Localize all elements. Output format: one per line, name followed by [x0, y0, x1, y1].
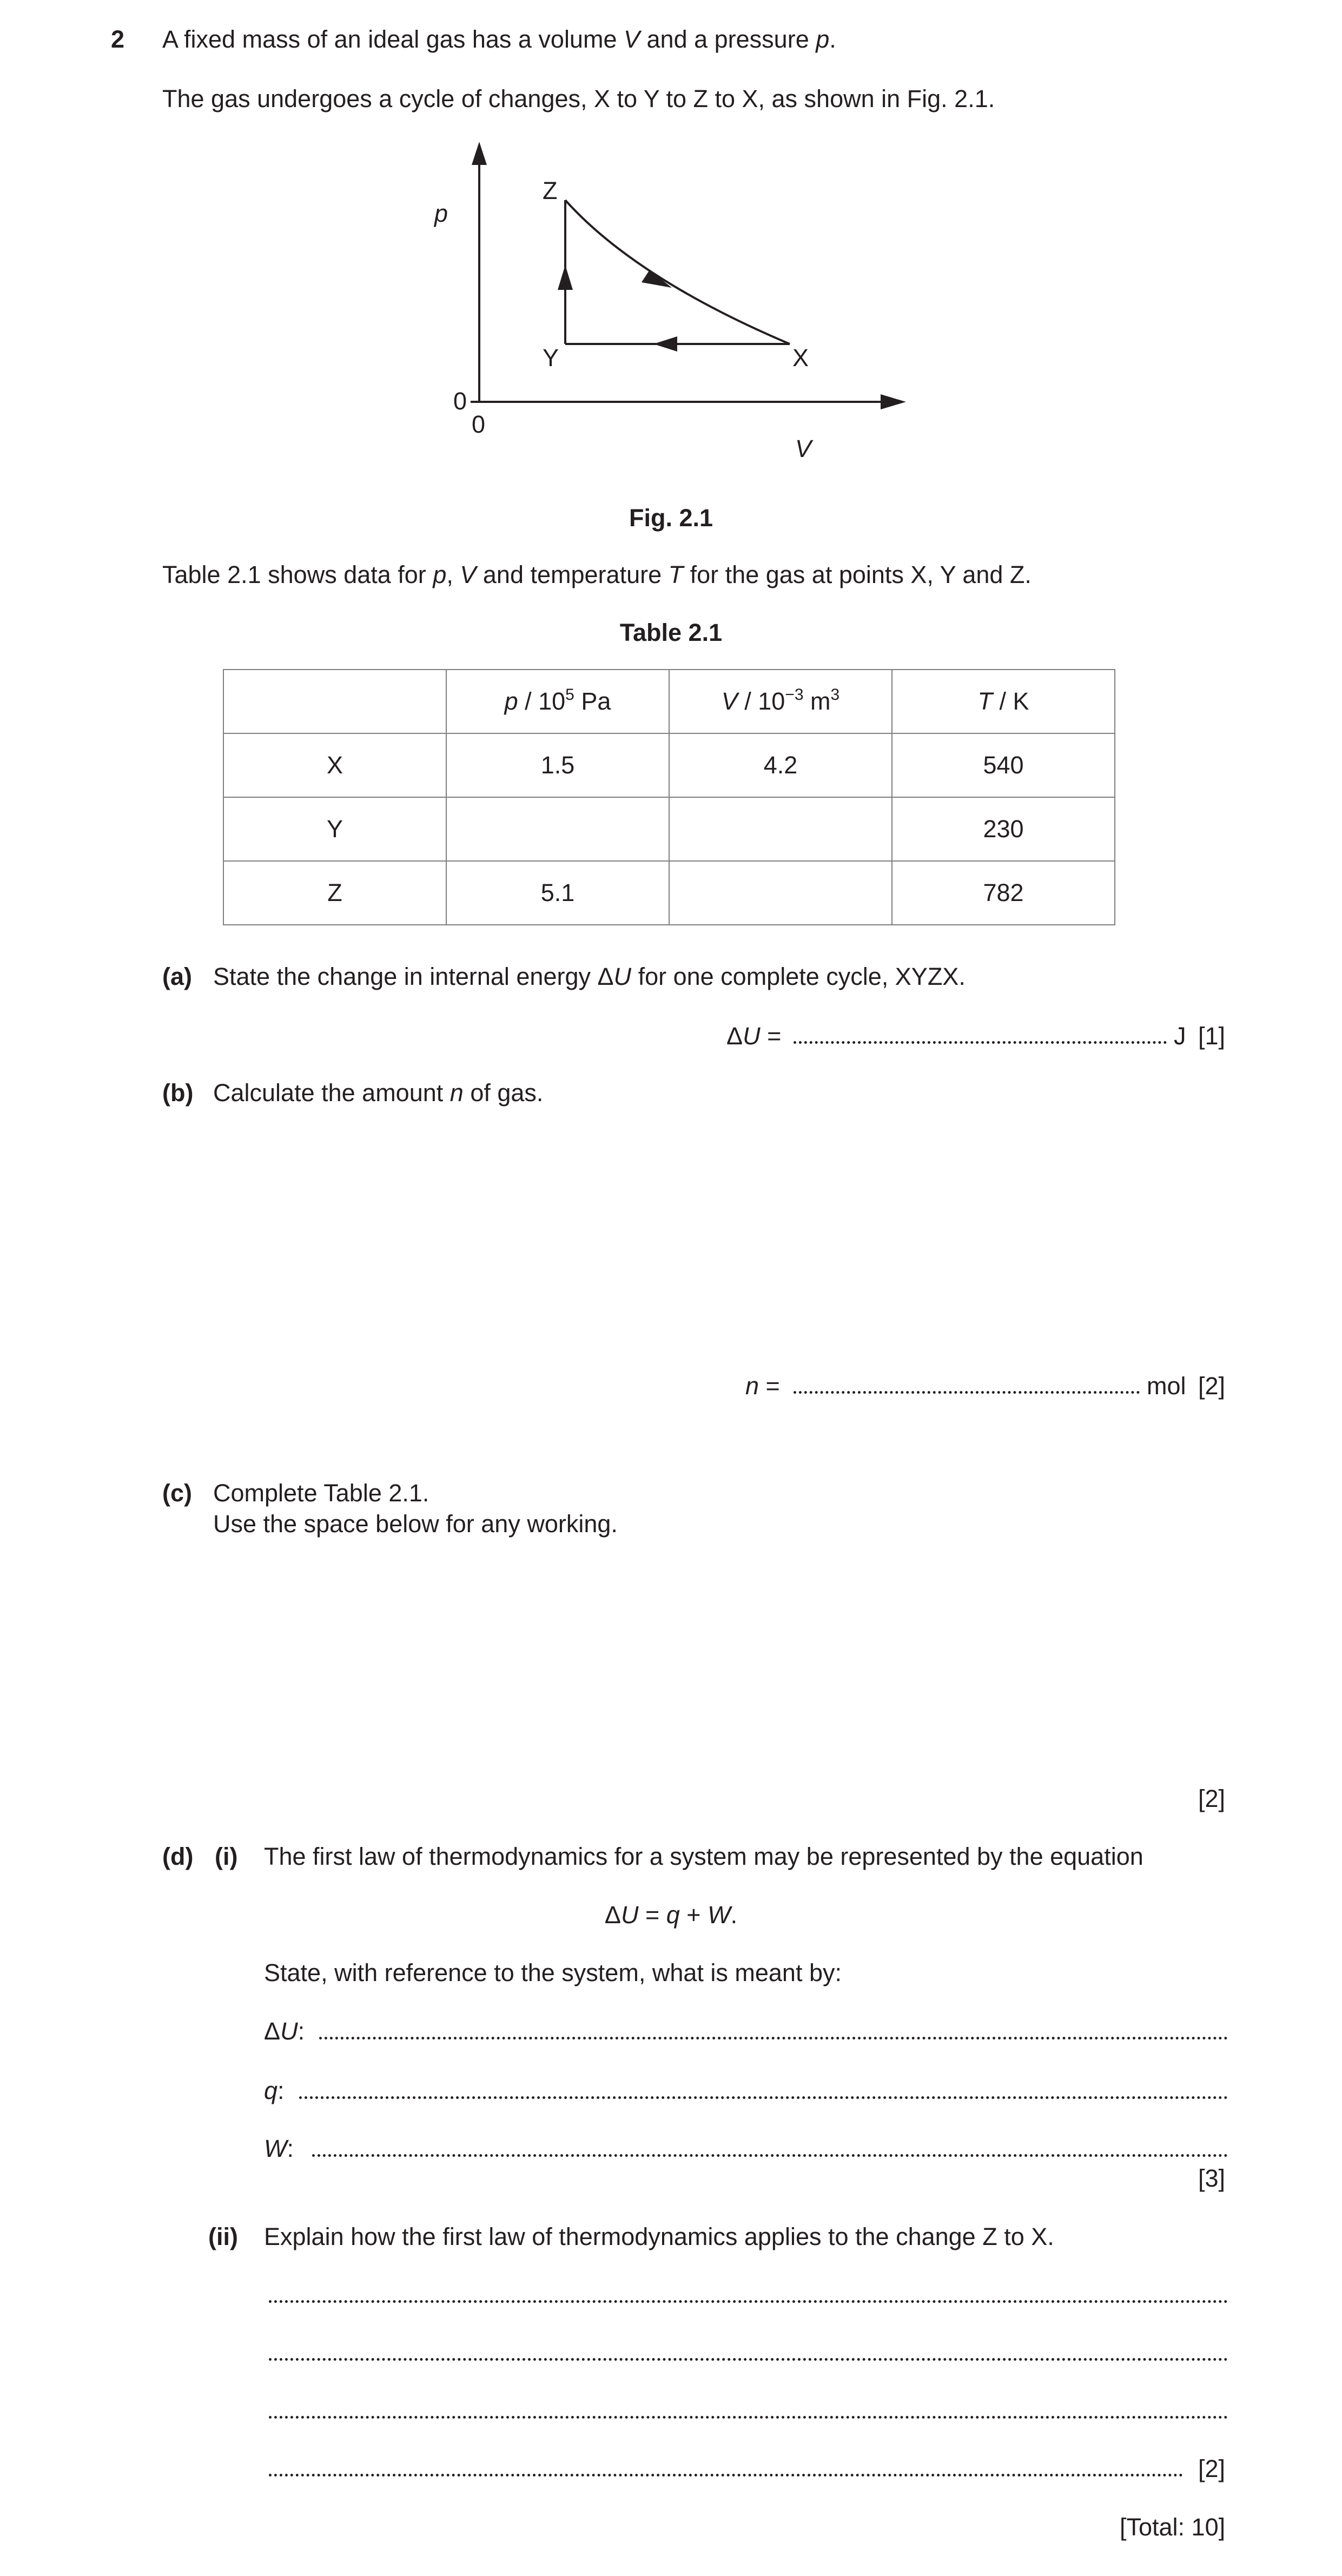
w-answer-line[interactable]	[312, 2154, 1228, 2157]
part-c-marks: [2]	[1198, 1785, 1226, 1812]
part-b-eq: =	[765, 1372, 780, 1400]
header-p-symbol: p	[504, 687, 518, 715]
x-axis-label: V	[795, 435, 812, 462]
cell-v: 4.2	[669, 733, 892, 797]
table-row	[223, 797, 1115, 861]
row-label: Z	[223, 861, 446, 925]
header-p-unit-b: Pa	[574, 687, 611, 715]
part-b-unit: mol	[1147, 1372, 1186, 1400]
table-intro	[162, 562, 1032, 587]
part-d-ii-answer-line-4[interactable]	[269, 2474, 1183, 2476]
header-p-exp: 5	[565, 686, 574, 704]
eq-u: U	[620, 1901, 639, 1929]
header-v-exp2: 3	[830, 686, 840, 704]
eq-mid: =	[638, 1901, 666, 1929]
part-c-line-1: Complete Table 2.1.	[213, 1479, 429, 1507]
table-intro-sep: ,	[446, 561, 453, 588]
header-p-unit: / 10	[518, 687, 566, 715]
row-label: X	[223, 733, 446, 797]
figure-2-1	[0, 135, 1342, 622]
part-d-ii-answer-line-1[interactable]	[269, 2300, 1228, 2303]
y-origin-label: 0	[453, 387, 467, 415]
question-number: 2	[111, 25, 125, 53]
cell-v-answer[interactable]	[669, 861, 892, 925]
du-colon: :	[298, 2017, 305, 2045]
part-b-text-n: n	[449, 1079, 464, 1107]
header-t-symbol: T	[977, 687, 993, 715]
header-v-unit-b: m	[803, 687, 831, 715]
figure-caption: Fig. 2.1	[629, 504, 713, 532]
intro-line-1	[162, 27, 836, 51]
part-a-text-u: U	[613, 963, 632, 990]
eq-end: .	[730, 1901, 738, 1929]
cell-t: 782	[892, 861, 1115, 925]
intro-1-v: V	[624, 25, 640, 53]
curve-z-to-x	[565, 200, 790, 344]
part-a-u: U	[743, 1022, 761, 1050]
table-intro-b: and temperature	[482, 561, 662, 588]
w-colon: :	[287, 2135, 294, 2162]
cell-p: 5.1	[446, 861, 669, 925]
q-answer-line[interactable]	[299, 2096, 1228, 2099]
part-b-answer-line[interactable]	[794, 1391, 1140, 1394]
table-row	[223, 733, 1115, 797]
header-blank	[223, 670, 446, 733]
part-b-n: n	[745, 1372, 759, 1400]
eq-delta: Δ	[604, 1901, 621, 1929]
intro-1-text: A fixed mass of an ideal gas has a volume	[162, 25, 617, 53]
eq-plus: +	[679, 1901, 708, 1929]
part-b-text-a: Calculate the amount	[213, 1079, 444, 1107]
header-v-unit: / 10	[737, 687, 785, 715]
part-a-text	[213, 964, 966, 989]
part-a-unit: J	[1174, 1022, 1186, 1050]
part-a-marks: [1]	[1198, 1022, 1226, 1050]
w-label	[264, 2136, 294, 2161]
part-d-label: (d)	[162, 1843, 194, 1870]
part-a-text-a: State the change in internal energy Δ	[213, 963, 614, 990]
intro-line-2: The gas undergoes a cycle of changes, X to Y to Z to X, as shown in Fig. 2.1.	[162, 85, 995, 112]
table-intro-c: for the gas at points X, Y and Z.	[690, 561, 1032, 588]
part-b-answer-prefix	[745, 1374, 780, 1398]
data-table	[223, 669, 1115, 925]
intro-1-p: p	[816, 25, 830, 53]
part-c-line-2: Use the space below for any working.	[213, 1510, 618, 1538]
x-axis-arrowhead	[881, 394, 906, 409]
part-d-state-text: State, with reference to the system, what is meant by:	[264, 1959, 842, 1986]
part-b-marks: [2]	[1198, 1372, 1226, 1400]
part-c-label: (c)	[162, 1479, 192, 1507]
du-u: U	[280, 2017, 298, 2045]
part-d-ii-text: Explain how the first law of thermodynamics applies to the change Z to X.	[264, 2223, 1054, 2250]
part-d-ii-answer-line-3[interactable]	[269, 2416, 1228, 2419]
y-axis-label: p	[434, 200, 448, 227]
header-temperature	[892, 670, 1115, 733]
arrow-x-to-y	[653, 336, 677, 352]
part-a-answer-line[interactable]	[794, 1041, 1167, 1044]
part-b-text	[213, 1081, 543, 1105]
delta-u-label	[264, 2019, 305, 2043]
part-a-label: (a)	[162, 963, 192, 990]
header-v-symbol: V	[721, 687, 738, 715]
part-d-i-text: The first law of thermodynamics for a system may be represented by the equation	[264, 1843, 1143, 1870]
part-d-ii-answer-line-2[interactable]	[269, 2358, 1228, 2361]
total-marks: [Total: 10]	[1120, 2513, 1226, 2541]
intro-1-mid: and a pressure	[646, 25, 809, 53]
x-origin-label: 0	[472, 410, 486, 438]
header-volume	[669, 670, 892, 733]
part-a-text-b: for one complete cycle, XYZX.	[638, 963, 966, 990]
point-x-label: X	[792, 344, 809, 372]
point-y-label: Y	[543, 344, 559, 372]
cell-v-answer[interactable]	[669, 797, 892, 861]
q-label	[264, 2078, 285, 2103]
eq-w: W	[708, 1901, 731, 1929]
part-d-i-label: (i)	[215, 1843, 238, 1870]
arrow-z-to-x	[642, 270, 672, 288]
table-intro-v: V	[460, 561, 477, 588]
first-law-equation	[0, 1903, 1342, 1927]
table-intro-t: T	[668, 561, 684, 588]
cell-p-answer[interactable]	[446, 797, 669, 861]
table-intro-a: Table 2.1 shows data for	[162, 561, 426, 588]
part-b-text-b: of gas.	[470, 1079, 544, 1107]
cell-t: 230	[892, 797, 1115, 861]
q-colon: :	[277, 2077, 285, 2104]
cell-t: 540	[892, 733, 1115, 797]
header-t-unit: / K	[992, 687, 1029, 715]
table-intro-p: p	[433, 561, 447, 588]
du-delta: Δ	[264, 2017, 281, 2045]
row-label: Y	[223, 797, 446, 861]
part-a-answer-prefix	[726, 1024, 781, 1048]
table-title: Table 2.1	[619, 619, 723, 646]
cell-p: 1.5	[446, 733, 669, 797]
delta-u-answer-line[interactable]	[319, 2037, 1228, 2039]
y-axis-arrowhead	[472, 142, 487, 165]
intro-1-end: .	[829, 25, 836, 53]
part-d-ii-label: (ii)	[208, 2223, 238, 2250]
header-v-exp: −3	[785, 686, 804, 704]
part-d-i-marks: [3]	[1198, 2164, 1226, 2192]
table-row	[223, 861, 1115, 925]
header-pressure	[446, 670, 669, 733]
w-symbol: W	[264, 2135, 287, 2162]
part-d-ii-marks: [2]	[1198, 2455, 1226, 2482]
part-b-label: (b)	[162, 1079, 194, 1107]
eq-q: q	[666, 1901, 680, 1929]
part-a-eq: =	[767, 1022, 782, 1050]
arrow-y-to-z	[558, 265, 573, 290]
point-z-label: Z	[543, 177, 558, 204]
table-header-row	[223, 670, 1115, 733]
q-symbol: q	[264, 2077, 278, 2104]
part-a-delta: Δ	[726, 1022, 743, 1050]
